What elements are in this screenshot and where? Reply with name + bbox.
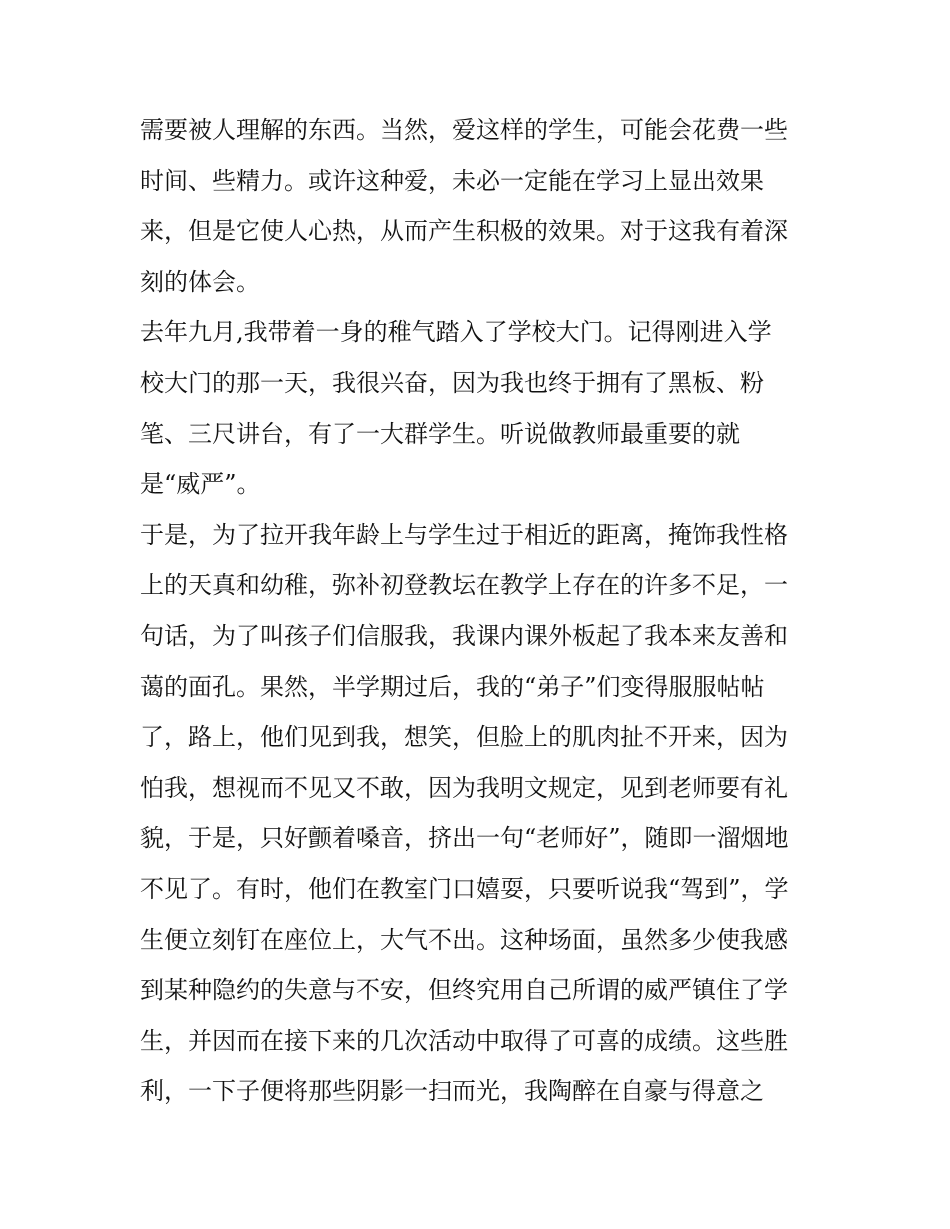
text-line: 来，但是它使人心热，从而产生积极的效果。对于这我有着深 [140,217,788,246]
text-line: 校大门的那一天，我很兴奋，因为我也终于拥有了黑板、粉 [140,368,764,397]
text-line: 到某种隐约的失意与不安，但终究用自己所谓的威严镇住了学 [140,976,788,1005]
text-line: 怕我，想视而不见又不敢，因为我明文规定，见到老师要有礼 [140,773,788,802]
text-line: 蔼的面孔。果然，半学期过后，我的“弟子”们变得服服帖帖 [140,672,765,701]
text-line: 去年九月,我带着一身的稚气踏入了学校大门。记得刚进入学 [140,318,772,347]
text-line: 利，一下子便将那些阴影一扫而光，我陶醉在自豪与得意之 [140,1077,764,1106]
document-body [140,105,820,1117]
text-line: 刻的体会。 [140,267,260,296]
text-line: 需要被人理解的东西。当然，爱这样的学生，可能会花费一些 [140,116,788,144]
text-line: 于是，为了拉开我年龄上与学生过于相近的距离，掩饰我性格 [140,520,788,549]
text-line: 不见了。有时，他们在教室门口嬉耍，只要听说我“驾到”，学 [140,874,789,903]
text-line: 貌，于是，只好颤着嗓音，挤出一句“老师好”，随即一溜烟地 [140,824,789,853]
text-line: 是“威严”。 [140,470,261,499]
text-line: 上的天真和幼稚，弥补初登教坛在教学上存在的许多不足，一 [140,571,788,600]
text-line: 生便立刻钉在座位上，大气不出。这种场面，虽然多少使我感 [140,925,788,954]
text-line: 句话，为了叫孩子们信服我，我课内课外板起了我本来友善和 [140,621,788,650]
text-line: 了，路上，他们见到我，想笑，但脸上的肌肉扯不开来，因为 [140,723,788,752]
text-line: 时间、些精力。或许这种爱，未必一定能在学习上显出效果 [140,166,764,195]
text-line: 生，并因而在接下来的几次活动中取得了可喜的成绩。这些胜 [140,1026,788,1055]
text-line: 笔、三尺讲台，有了一大群学生。听说做教师最重要的就 [140,419,740,448]
